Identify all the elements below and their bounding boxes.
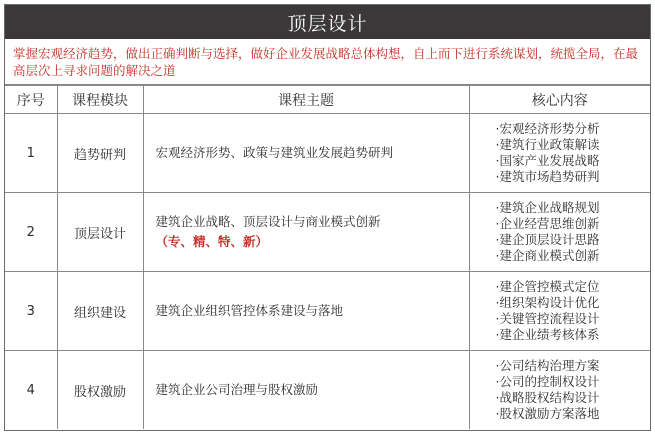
row-topic — [143, 351, 469, 430]
core-point: ·建企管控模式定位 — [495, 279, 600, 294]
header-core: 核心内容 — [469, 86, 650, 114]
header-topic: 课程主题 — [143, 86, 469, 114]
topic-text: 建筑企业组织管控体系建设与落地 — [155, 303, 344, 318]
row-topic — [143, 114, 469, 193]
row-module: 组织建设 — [57, 272, 143, 351]
row-core — [469, 272, 650, 351]
row-index: 4 — [5, 351, 57, 430]
row-topic — [143, 193, 469, 272]
row-module: 股权激励 — [57, 351, 143, 430]
core-point: ·建企业绩考核体系 — [495, 327, 600, 342]
row-core — [469, 193, 650, 272]
row-index: 2 — [5, 193, 57, 272]
row-index: 1 — [5, 114, 57, 193]
core-point: ·建筑行业政策解读 — [495, 137, 600, 152]
core-point: ·建企顶层设计思路 — [495, 232, 600, 247]
course-card — [4, 4, 651, 431]
core-point: ·关键管控流程设计 — [495, 311, 600, 326]
row-core — [469, 351, 650, 430]
intro-text: 掌握宏观经济趋势，做出正确判断与选择，做好企业发展战略总体构想，自上而下进行系统谋划，统揽全局，在最高层次上寻求问题的解决之道 — [5, 39, 650, 85]
topic-text: 建筑企业公司治理与股权激励 — [155, 382, 319, 397]
core-point: ·企业经营思维创新 — [495, 216, 600, 231]
table-row — [5, 193, 650, 272]
header-index: 序号 — [5, 86, 57, 114]
core-point: ·股权激励方案落地 — [495, 406, 600, 421]
topic-text: 宏观经济形势、政策与建筑业发展趋势研判 — [155, 145, 394, 160]
core-point: ·建筑企业战略规划 — [495, 200, 600, 215]
row-index: 3 — [5, 272, 57, 351]
core-point: ·战略股权结构设计 — [495, 390, 600, 405]
row-topic — [143, 272, 469, 351]
table-row — [5, 351, 650, 430]
core-point: ·公司的控制权设计 — [495, 374, 600, 389]
course-table — [5, 85, 650, 429]
table-header-row — [5, 86, 650, 114]
core-point: ·国家产业发展战略 — [495, 153, 600, 168]
core-point: ·组织架构设计优化 — [495, 295, 600, 310]
page-title: 顶层设计 — [5, 5, 650, 39]
row-core — [469, 114, 650, 193]
core-point: ·宏观经济形势分析 — [495, 121, 600, 136]
core-point: ·建筑市场趋势研判 — [495, 169, 600, 184]
topic-emphasis: （专、精、特、新） — [155, 234, 269, 249]
row-module: 顶层设计 — [57, 193, 143, 272]
topic-text: 建筑企业战略、顶层设计与商业模式创新 — [155, 214, 381, 229]
table-row — [5, 272, 650, 351]
core-point: ·建企商业模式创新 — [495, 248, 600, 263]
row-module: 趋势研判 — [57, 114, 143, 193]
core-point: ·公司结构治理方案 — [495, 358, 600, 373]
table-row — [5, 114, 650, 193]
header-module: 课程模块 — [57, 86, 143, 114]
